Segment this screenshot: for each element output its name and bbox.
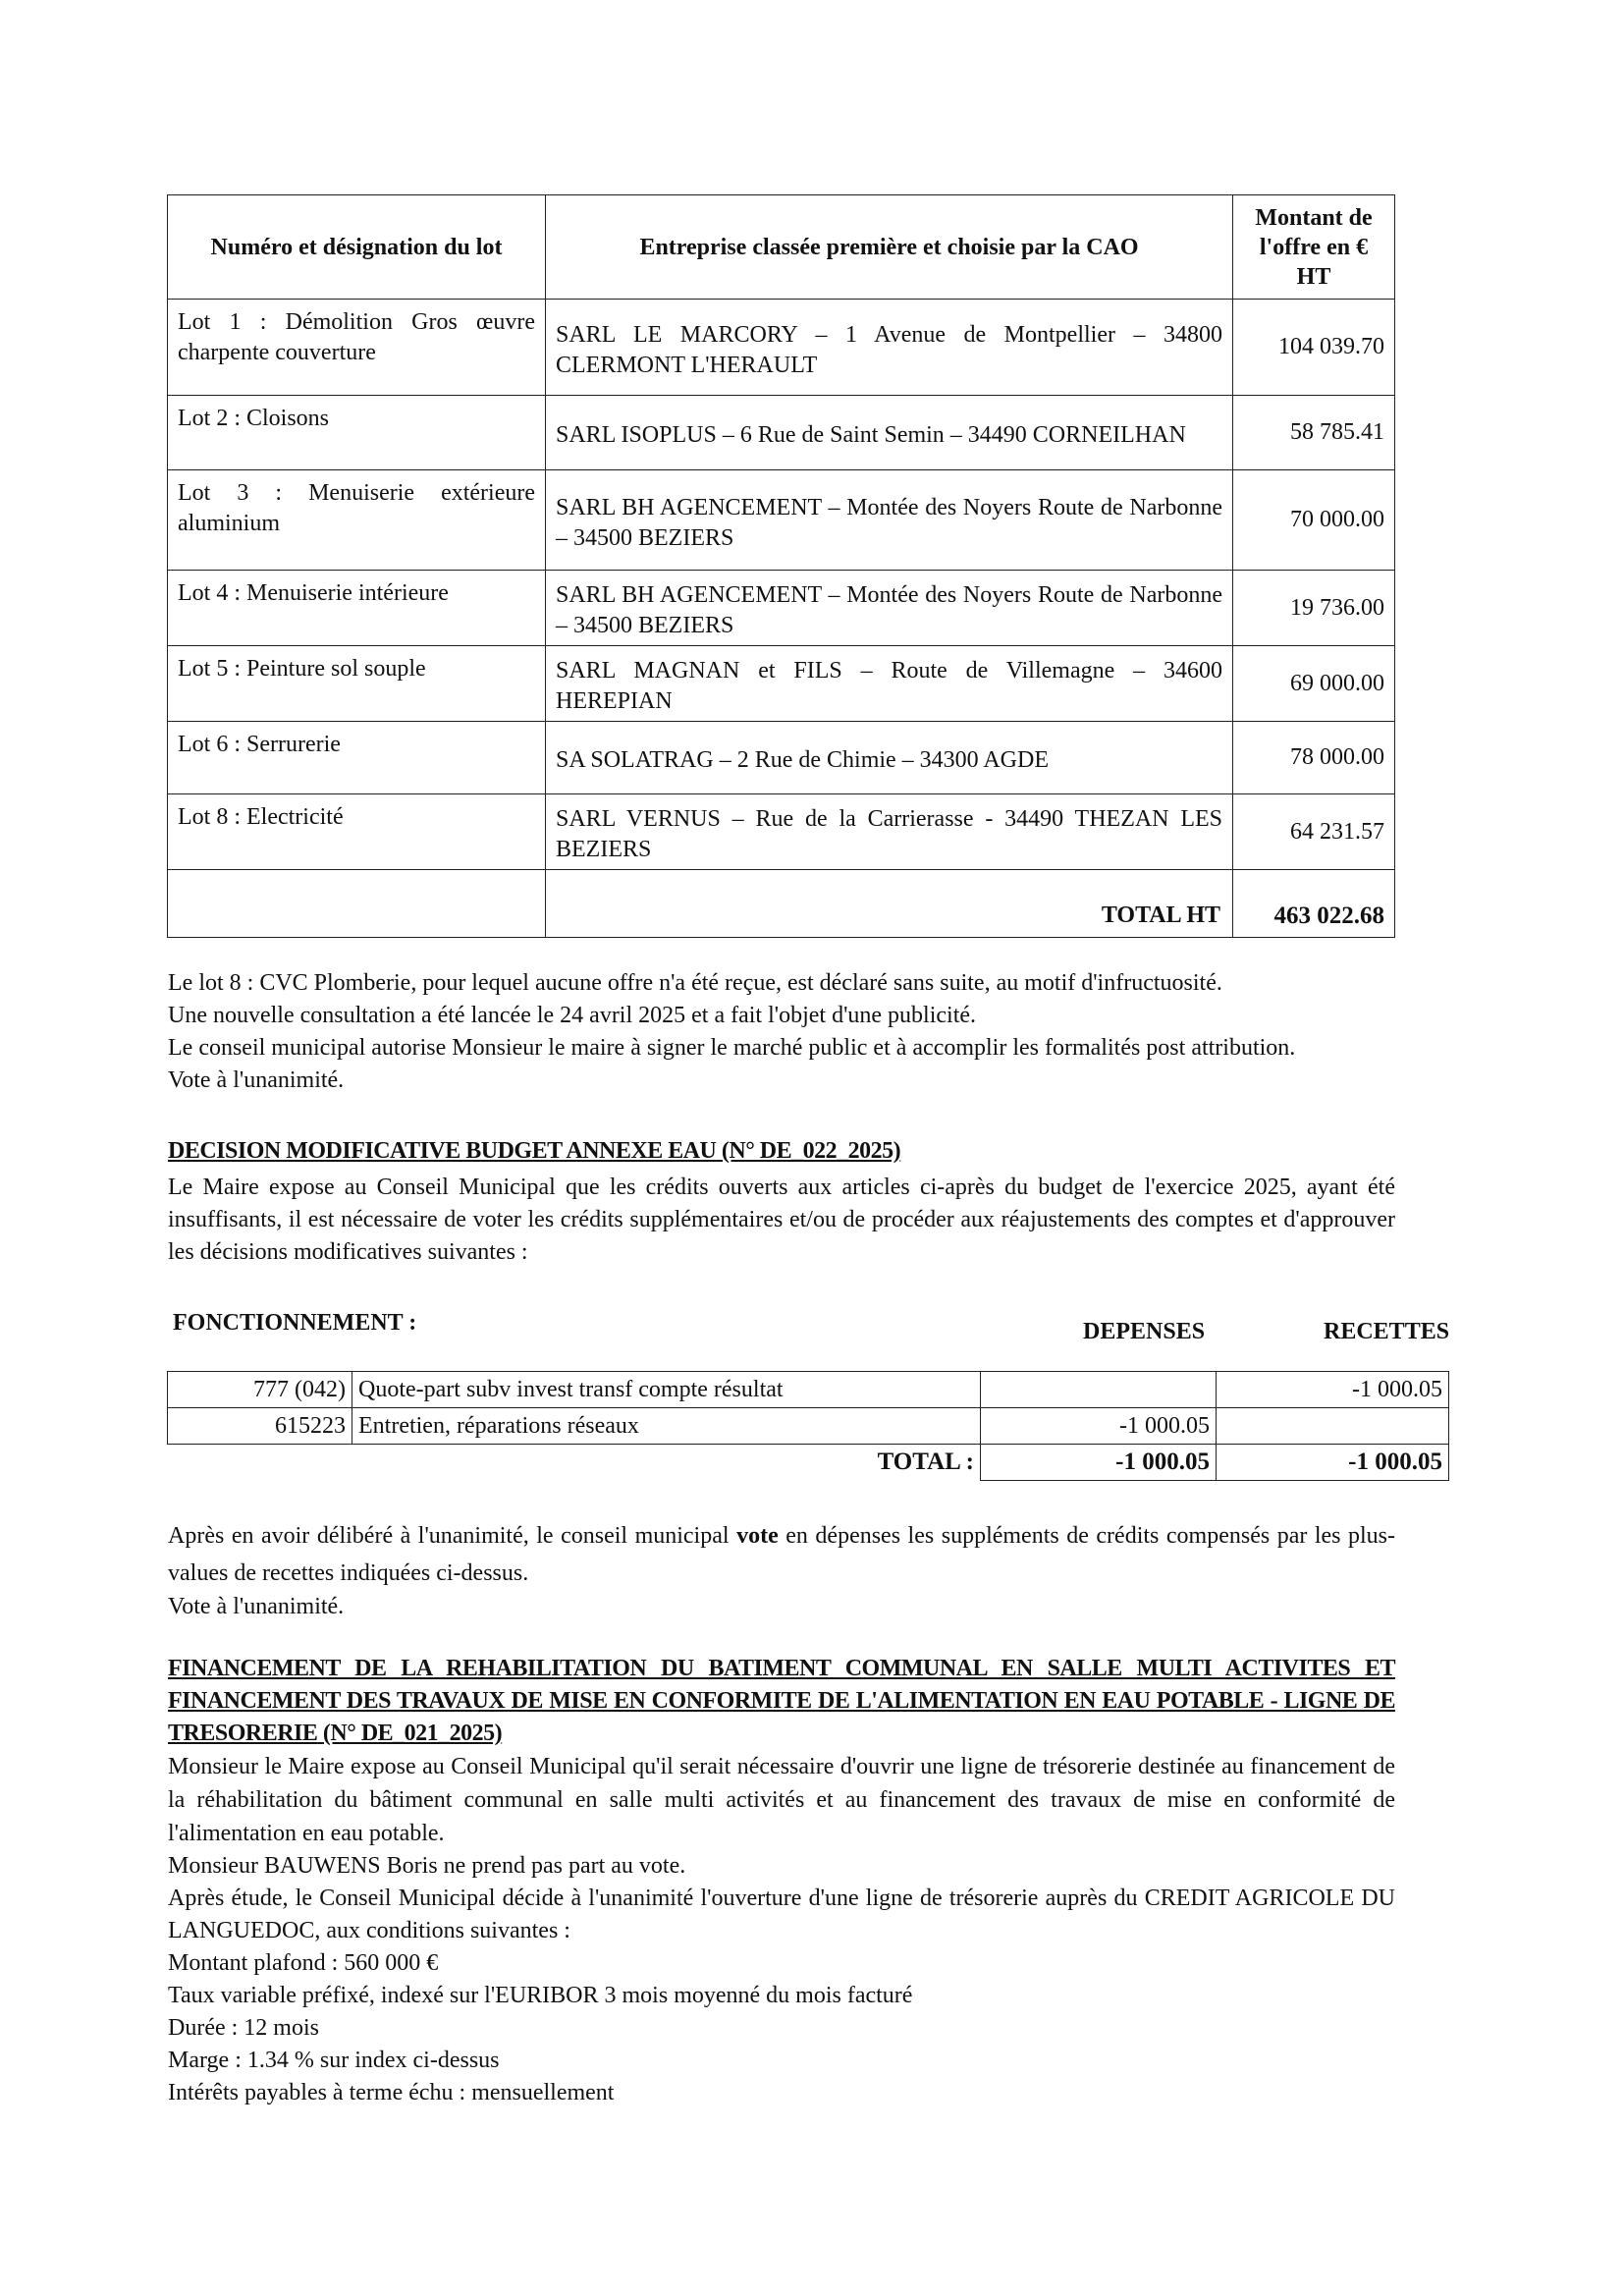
vote-line: Vote à l'unanimité. [168,1594,345,1619]
entreprise-cell: SARL BH AGENCEMENT – Montée des Noyers Route de Narbonne – 34500 BEZIERS [546,571,1233,646]
table-row [168,396,1395,470]
vote-word: vote [736,1523,779,1549]
paragraph-line: Une nouvelle consultation a été lancée le 24 avril 2025 et a fait l'objet d'une publicité. [168,1003,977,1028]
recettes-cell [1217,1408,1449,1445]
depenses-cell: -1 000.05 [981,1408,1217,1445]
fonctionnement-table [167,1371,1449,1481]
lot-cell: Lot 5 : Peinture sol souple [168,646,546,722]
total-row [168,1445,1449,1481]
heading-ref: (N° DE_022_2025) [721,1138,901,1164]
total-depenses: -1 000.05 [981,1445,1217,1481]
decision-vote [168,1517,1395,1621]
header-montant [1233,195,1395,300]
table-row [168,722,1395,794]
fonctionnement-label: FONCTIONNEMENT : [173,1310,417,1336]
header-entreprise: Entreprise classée première et choisie par la CAO [546,195,1233,300]
lot-cell: Lot 3 : Menuiserie extérieure aluminium [168,470,546,571]
section-heading [168,1135,1395,1168]
financement-p1: Monsieur le Maire expose au Conseil Municipal qu'il serait nécessaire d'ouvrir une ligne de trésorerie destinée au financement de la réhabilitation du bâtiment communal en salle multi activités et au financement des travaux de mise en conformité de l'alimentation en eau potable. [168,1754,1395,1846]
entreprise-cell: SA SOLATRAG – 2 Rue de Chimie – 34300 AGDE [546,722,1233,794]
financement-section [168,1653,1395,2109]
paragraph-line: Vote à l'unanimité. [168,1067,345,1093]
account-label: Entretien, réparations réseaux [352,1408,981,1445]
financement-p2: Monsieur BAUWENS Boris ne prend pas part au vote. [168,1853,686,1879]
table-row [168,470,1395,571]
header-montant-line: l'offre en € [1259,234,1369,260]
montant-cell: 78 000.00 [1233,722,1395,794]
header-montant-line: HT [1296,263,1331,290]
total-empty-cell [168,870,546,938]
total-value: 463 022.68 [1233,870,1395,938]
depenses-header: DEPENSES [1083,1319,1206,1344]
vote-paragraph [168,1517,1395,1592]
condition-item: Taux variable préfixé, indexé sur l'EURIBOR 3 mois moyenné du mois facturé [168,1983,913,2008]
heading-text: FINANCEMENT DE LA REHABILITATION DU BATIMENT COMMUNAL EN SALLE MULTI ACTIVITES ET FINANCEMENT DES TRAVAUX DE MISE EN CONFORMITE DE L'ALIMENTATION EN EAU POTABLE - LIGNE DE TRESORERIE [168,1656,1395,1746]
table-row [168,1372,1449,1408]
montant-cell: 19 736.00 [1233,571,1395,646]
lot-cell: Lot 2 : Cloisons [168,396,546,470]
entreprise-cell: SARL ISOPLUS – 6 Rue de Saint Semin – 34490 CORNEILHAN [546,396,1233,470]
table-row [168,1408,1449,1445]
recettes-header: RECETTES [1324,1319,1450,1344]
total-recettes: -1 000.05 [1217,1445,1449,1481]
header-lot: Numéro et désignation du lot [168,195,546,300]
montant-cell: 58 785.41 [1233,396,1395,470]
total-row [168,870,1395,938]
account-code: 777 (042) [168,1372,352,1408]
lot-cell: Lot 1 : Démolition Gros œuvre charpente couverture [168,300,546,396]
heading-text: DECISION MODIFICATIVE BUDGET ANNEXE EAU [168,1138,717,1164]
heading-ref: (N° DE_021_2025) [322,1721,503,1746]
financement-p3: Après étude, le Conseil Municipal décide à l'unanimité l'ouverture d'une ligne de trésorerie auprès du CREDIT AGRICOLE DU LANGUEDOC, aux conditions suivantes : [168,1886,1395,1943]
montant-cell: 104 039.70 [1233,300,1395,396]
condition-item: Marge : 1.34 % sur index ci-dessus [168,2048,500,2073]
account-code: 615223 [168,1408,352,1445]
condition-item: Durée : 12 mois [168,2015,319,2041]
lot-cell: Lot 6 : Serrurerie [168,722,546,794]
table-row [168,794,1395,870]
vote-text: en dépenses les suppléments de crédits compensés par les plus-values de recettes indiquées ci-dessus. [168,1523,1396,1586]
montant-cell: 70 000.00 [1233,470,1395,571]
lot-cell: Lot 8 : Electricité [168,794,546,870]
account-label: Quote-part subv invest transf compte résultat [352,1372,981,1408]
lots-conclusion [168,967,1395,1097]
table-row [168,571,1395,646]
lots-table [167,194,1395,938]
total-spacer [168,1445,352,1481]
paragraph-line: Le conseil municipal autorise Monsieur le maire à signer le marché public et à accomplir les formalités post attribution. [168,1035,1296,1061]
condition-item: Montant plafond : 560 000 € [168,1950,439,1976]
table-row [168,646,1395,722]
recettes-cell: -1 000.05 [1217,1372,1449,1408]
decision-section [168,1135,1395,1269]
entreprise-cell: SARL MAGNAN et FILS – Route de Villemagne – 34600 HEREPIAN [546,646,1233,722]
total-label: TOTAL : [877,1449,974,1476]
paragraph-line: Le lot 8 : CVC Plomberie, pour lequel aucune offre n'a été reçue, est déclaré sans suite, au motif d'infructuosité. [168,970,1222,996]
condition-item: Intérêts payables à terme échu : mensuellement [168,2080,615,2105]
vote-text: Après en avoir délibéré à l'unanimité, le conseil municipal [168,1523,730,1549]
depenses-cell [981,1372,1217,1408]
entreprise-cell: SARL VERNUS – Rue de la Carrierasse - 34490 THEZAN LES BEZIERS [546,794,1233,870]
lots-table-header [168,195,1395,300]
montant-cell: 64 231.57 [1233,794,1395,870]
total-label: TOTAL HT [546,870,1233,938]
table-row [168,300,1395,396]
entreprise-cell: SARL BH AGENCEMENT – Montée des Noyers Route de Narbonne – 34500 BEZIERS [546,470,1233,571]
montant-cell: 69 000.00 [1233,646,1395,722]
lot-cell: Lot 4 : Menuiserie intérieure [168,571,546,646]
header-montant-line: Montant de [1255,204,1373,231]
decision-intro: Le Maire expose au Conseil Municipal que les crédits ouverts aux articles ci-après du budget de l'exercice 2025, ayant été insuffisants, il est nécessaire de voter les crédits supplémentaires et/ou de procéder aux réajustements des comptes et d'approuver les décisions modificatives suivantes : [168,1175,1395,1265]
entreprise-cell: SARL LE MARCORY – 1 Avenue de Montpellier – 34800 CLERMONT L'HERAULT [546,300,1233,396]
section-heading [168,1653,1395,1750]
